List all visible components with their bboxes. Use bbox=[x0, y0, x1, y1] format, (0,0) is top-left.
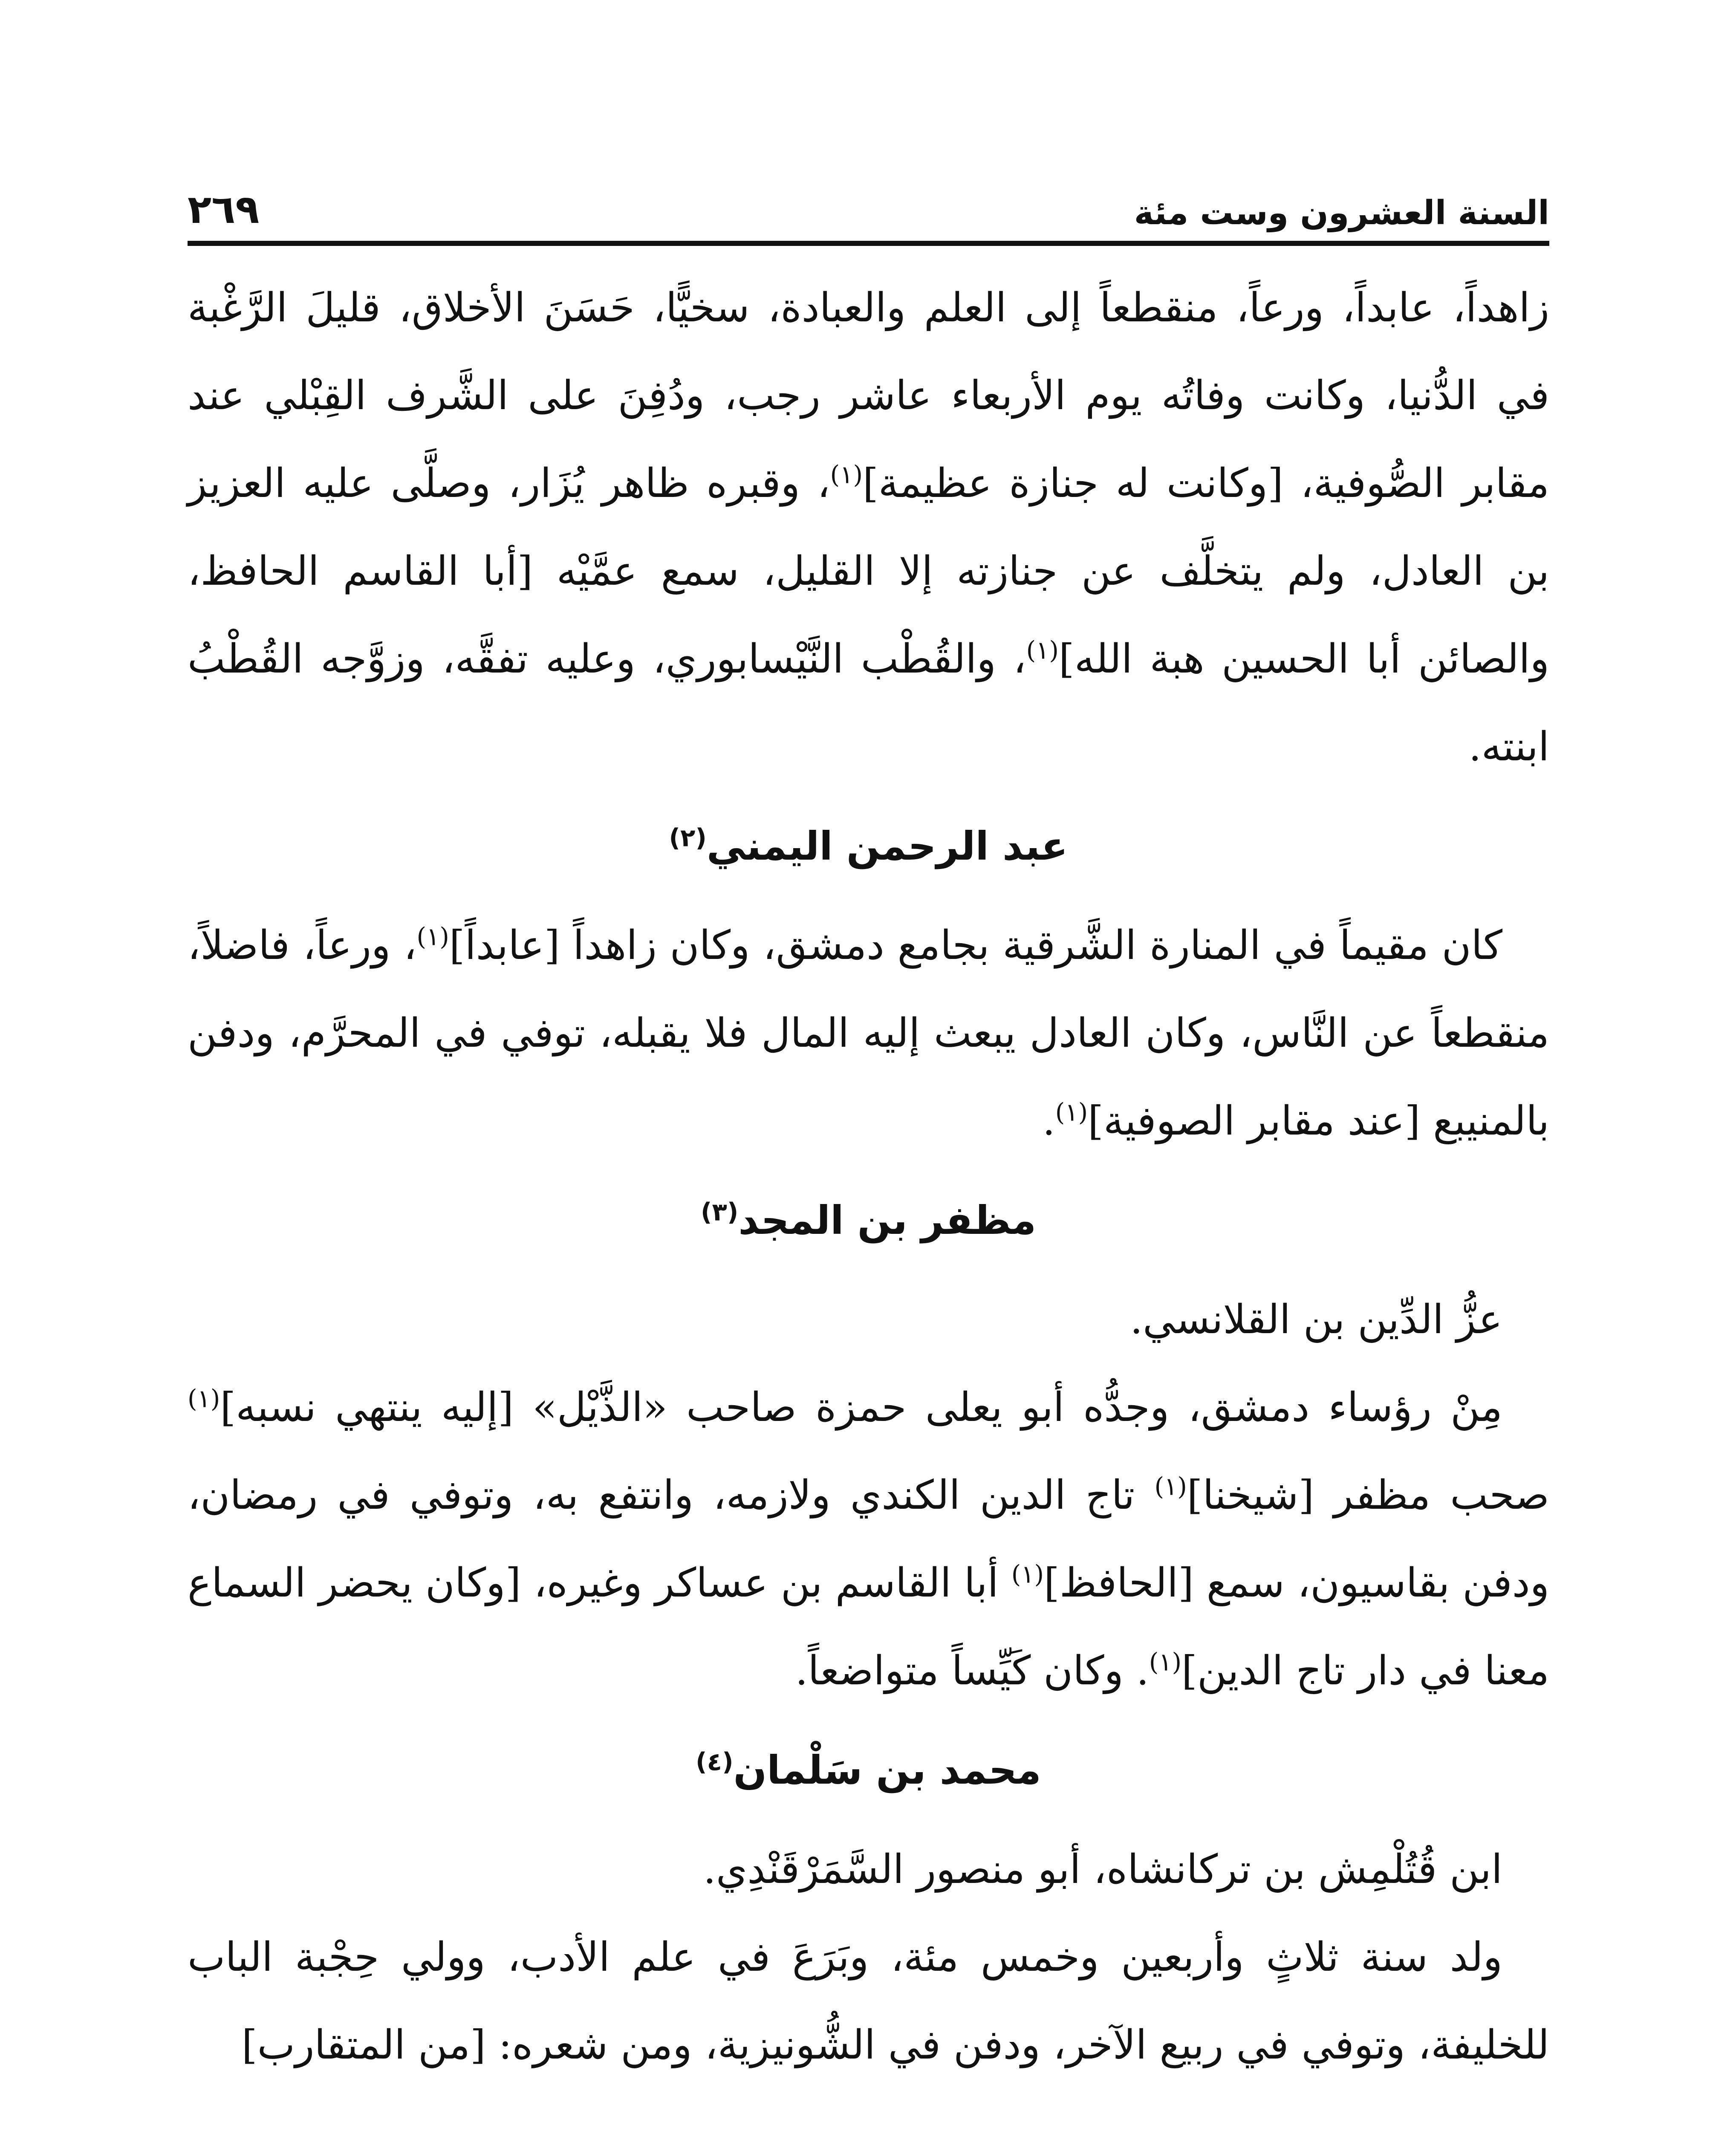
paragraph bbox=[188, 1364, 1549, 1715]
section-heading bbox=[188, 1732, 1549, 1809]
text-run: ، ورعاً، فاضلاً، منقطعاً عن النَّاس، وكان العادل يبعث إليه المال فلا يقبله، توفي في المحرَّم، ودفن بالمنيبع [عند مقابر الصوفية] bbox=[188, 922, 1549, 1144]
heading-text: محمد بن سَلْمان bbox=[733, 1747, 1041, 1793]
main-text bbox=[188, 264, 1549, 2089]
text-run: . bbox=[1042, 1098, 1055, 1144]
section-heading bbox=[188, 1182, 1549, 1259]
paragraph: ولد سنة ثلاثٍ وأربعين وخمس مئة، وبَرَعَ في علم الأدب، وولي حِجْبة الباب للخليفة، وتوفي في ربيع الآخر، ودفن في الشُّونيزية، ومن شعره: [من المتقارب] bbox=[188, 1934, 1549, 2068]
text-run: صحب مظفر [شيخنا] bbox=[1187, 1472, 1549, 1519]
footnote-ref: (٣) bbox=[700, 1197, 739, 1227]
header-rule bbox=[188, 241, 1549, 246]
text-run: كان مقيماً في المنارة الشَّرقية بجامع دمشق، وكان زاهداً [عابداً] bbox=[449, 922, 1502, 969]
text-run: مِنْ رؤساء دمشق، وجدُّه أبو يعلى حمزة صاحب «الذَّيْل» [إليه ينتهي نسبه] bbox=[220, 1384, 1502, 1431]
footnote-ref: (١) bbox=[416, 922, 449, 951]
footnote-ref: (١) bbox=[1011, 1559, 1044, 1589]
footnote-ref: (١) bbox=[1055, 1097, 1088, 1127]
section-heading bbox=[188, 808, 1549, 885]
text-run: . وكان كَيِّساً متواضعاً. bbox=[795, 1648, 1149, 1694]
footnote-ref: (١) bbox=[1149, 1647, 1182, 1677]
heading-text: مظفر بن المجد bbox=[738, 1198, 1037, 1243]
running-title: السنة العشرون وست مئة bbox=[1134, 194, 1549, 232]
paragraph: ابن قُتُلْمِش بن تركانشاه، أبو منصور السَّمَرْقَنْدِي. bbox=[703, 1846, 1502, 1893]
paragraph bbox=[188, 902, 1549, 1165]
footnote-ref: (١) bbox=[830, 460, 863, 489]
text-run: ، وقبره ظاهر يُزَار، وصلَّى عليه العزيز بن العادل، ولم يتخلَّف عن جنازته إلا القليل، سمع عمَّيْه [أبا القاسم الحافظ، والصائن أبا الحسين هبة الله] bbox=[188, 460, 1550, 682]
heading-text: عبد الرحمن اليمني bbox=[706, 823, 1068, 869]
paragraph bbox=[188, 264, 1549, 791]
text-run: زاهداً، عابداً، ورعاً، منقطعاً إلى العلم والعبادة، سخيًّا، حَسَنَ الأخلاق، قليلَ الرَّغْبة في الدُّنيا، وكانت وفاتُه يوم الأربعاء عاشر رجب، ودُفِنَ على الشَّرف القِبْلي عند مقابر الصُّوفية، [وكانت له جنازة عظيمة] bbox=[188, 285, 1549, 507]
text-run: ، والقُطْب النَّيْسابوري، وعليه تفقَّه، وزوَّجه القُطْبُ ابنته. bbox=[188, 636, 1549, 770]
footnote-ref: (٢) bbox=[669, 823, 707, 852]
paragraph: عزُّ الدِّين بن القلانسي. bbox=[1130, 1297, 1502, 1343]
text-run: أبا القاسم بن عساكر وغيره، [وكان يحضر السماع معنا في دار تاج الدين] bbox=[188, 1560, 1549, 1694]
footnote-ref: (١) bbox=[1026, 635, 1059, 665]
footnote-ref: (٤) bbox=[696, 1747, 734, 1776]
page-header bbox=[188, 168, 1549, 232]
footnote-ref: (١) bbox=[1154, 1472, 1187, 1501]
footnote-ref: (١) bbox=[188, 1384, 220, 1413]
page-number: ٢٦٩ bbox=[188, 187, 260, 232]
text-run: تاج الدين الكندي ولازمه، وانتفع به، وتوفي في رمضان، ودفن بقاسيون، سمع [الحافظ] bbox=[188, 1472, 1549, 1606]
